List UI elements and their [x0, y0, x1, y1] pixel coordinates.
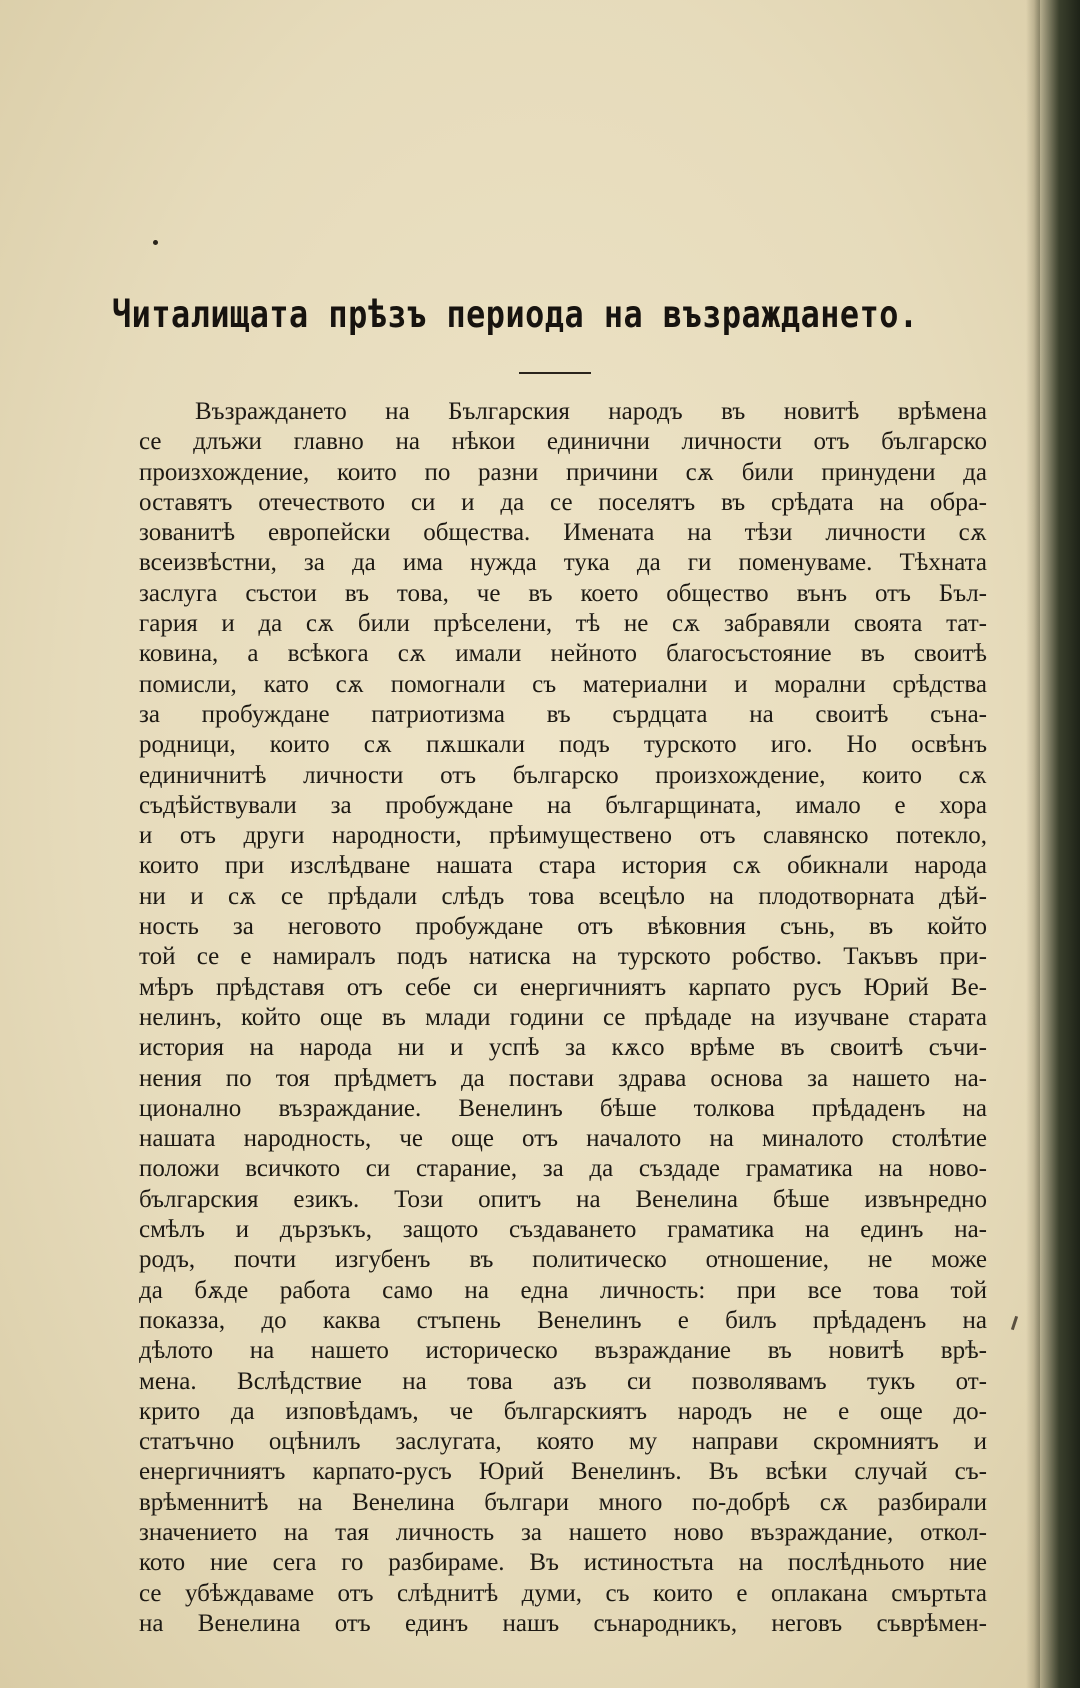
text-line: зованитѣ европейски общества. Имената на тѣзи личности сѫ — [139, 519, 987, 547]
text-line: помисли, като сѫ помогнали съ материални и морални срѣдства — [139, 670, 987, 698]
text-line: българския езикъ. Този опитъ на Венелина бѣше извънредно — [139, 1185, 987, 1213]
text-line: които при изслѣдване нашата стара история сѫ обикнали народа — [139, 852, 987, 880]
margin-mark — [1011, 1316, 1018, 1330]
body-text — [139, 397, 987, 1639]
text-line: произхождение, които по разни причини сѫ били принудени да — [139, 458, 987, 486]
text-line: всеизвѣстни, за да има нужда тука да ги поменуваме. Тѣхната — [139, 549, 987, 577]
text-line: той се е намиралъ подъ натиска на турското робство. Такъвъ при- — [139, 943, 987, 971]
text-line: ность за неговото пробуждане отъ вѣковния сънь, въ който — [139, 913, 987, 941]
text-line: ни и сѫ се прѣдали слѣдъ това всецѣло на плодотворната дѣй- — [139, 882, 987, 910]
text-line: нашата народность, че още отъ началото на миналото столѣтие — [139, 1125, 987, 1153]
ink-speck — [153, 240, 158, 245]
text-line: крито да изповѣдамъ, че българскиятъ народъ не е още до- — [139, 1397, 987, 1425]
text-line: кото ние сега го разбираме. Въ истиностьта на послѣдньото ние — [139, 1549, 987, 1577]
book-spine — [1034, 0, 1080, 1688]
text-line: се длъжи главно на нѣкои единични личности отъ българско — [139, 428, 987, 456]
text-line: и отъ други народности, прѣимуществено отъ славянско потекло, — [139, 822, 987, 850]
text-line: смѣлъ и дързъкъ, защото създаването граматика на единъ на- — [139, 1216, 987, 1244]
text-line: единичнитѣ личности отъ българско произхождение, които сѫ — [139, 761, 987, 789]
text-line: статъчно оцѣнилъ заслугата, която му направи скромниятъ и — [139, 1428, 987, 1456]
text-line: нелинъ, който още въ млади години се прѣдаде на изучване старата — [139, 1003, 987, 1031]
text-line: на Венелина отъ единъ нашъ сънародникъ, неговъ съврѣмен- — [139, 1609, 987, 1637]
text-line: енергичниятъ карпато-русъ Юрий Венелинъ. Въ всѣки случай съ- — [139, 1458, 987, 1486]
text-line: се убѣждаваме отъ слѣднитѣ думи, съ които е оплакана смъртьта — [139, 1579, 987, 1607]
title-divider — [519, 372, 591, 374]
text-line: родници, които сѫ пѫшкали подъ турското иго. Но освѣнъ — [139, 731, 987, 759]
text-line: мѣръ прѣдставя отъ себе си енергичниятъ карпато русъ Юрий Ве- — [139, 973, 987, 1001]
text-line: значението на тая личность за нашето ново възраждание, откол- — [139, 1518, 987, 1546]
text-line: ционално възраждание. Венелинъ бѣше толкова прѣдаденъ на — [139, 1094, 987, 1122]
text-line: дѣлото на нашето историческо възраждание въ новитѣ врѣ- — [139, 1337, 987, 1365]
text-line: заслуга състои въ това, че въ което общество вънъ отъ Бъл- — [139, 579, 987, 607]
text-line: оставятъ отечеството си и да се поселятъ въ срѣдата на обра- — [139, 488, 987, 516]
text-line: Възраждането на Българския народъ въ новитѣ врѣмена — [195, 398, 987, 425]
text-line: съдѣйствували за пробуждане на българщината, имало е хора — [139, 791, 987, 819]
text-line: родъ, почти изгубенъ въ политическо отношение, не може — [139, 1246, 987, 1274]
text-line: ковина, а всѣкога сѫ имали нейното благосъстояние въ своитѣ — [139, 640, 987, 668]
text-line: да бѫде работа само на една личность: при все това той — [139, 1276, 987, 1304]
text-line: положи всичкото си старание, за да създаде граматика на ново- — [139, 1155, 987, 1183]
text-line: показза, до каква стъпень Венелинъ е билъ прѣдаденъ на — [139, 1306, 987, 1334]
text-line: нения по тоя прѣдметъ да постави здрава основа за нашето на- — [139, 1064, 987, 1092]
chapter-title: Читалищата прѣзъ периода на възраждането. — [112, 293, 919, 336]
text-line: за пробуждане патриотизма въ сърдцата на своитѣ съна- — [139, 700, 987, 728]
text-line: мена. Вслѣдствие на това азъ си позволявамъ тукъ от- — [139, 1367, 987, 1395]
text-line: врѣменнитѣ на Венелина българи много по-добрѣ сѫ разбирали — [139, 1488, 987, 1516]
text-line: гария и да сѫ били прѣселени, тѣ не сѫ забравяли своята тат- — [139, 610, 987, 638]
text-line: история на народа ни и успѣ за кѫсо врѣме въ своитѣ съчи- — [139, 1034, 987, 1062]
